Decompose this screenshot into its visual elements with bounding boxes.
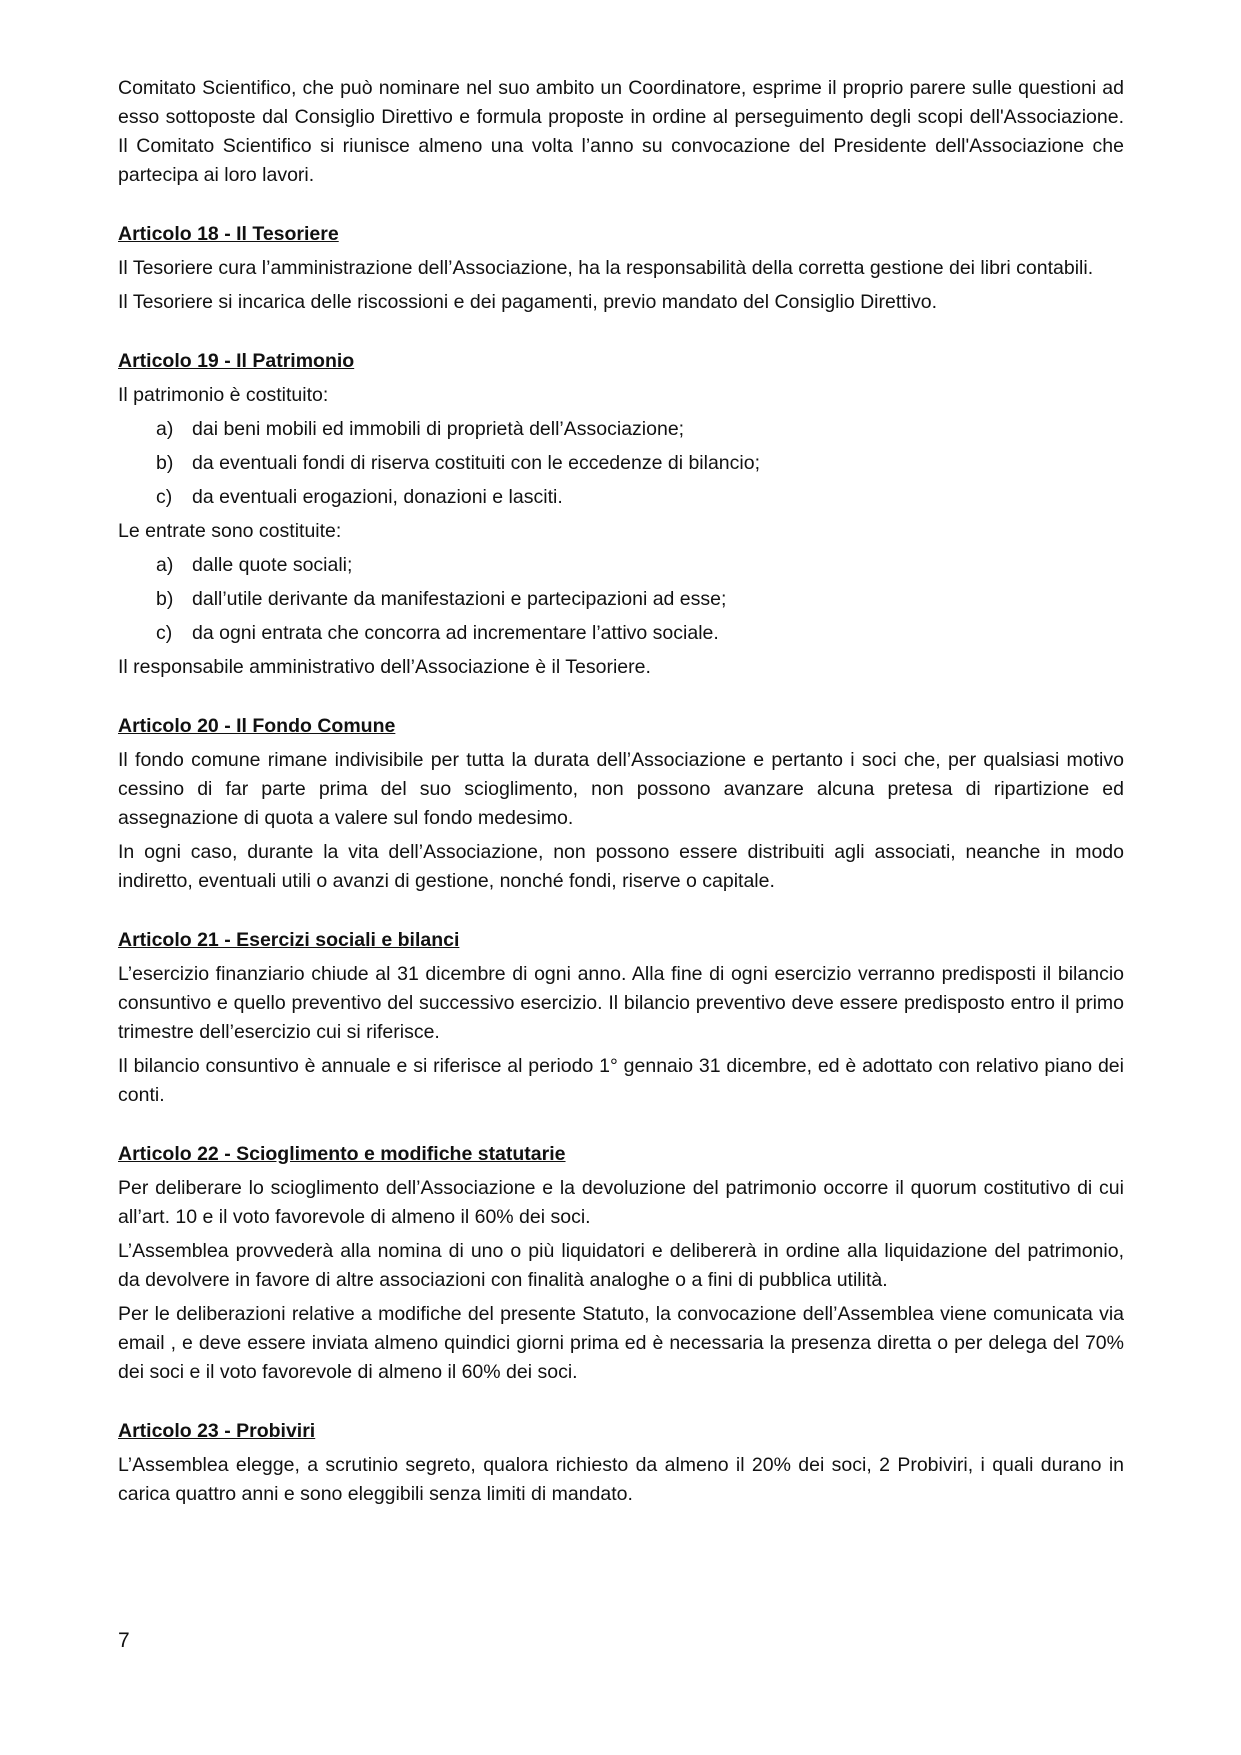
article-19-lead-1: Il patrimonio è costituito: [118, 384, 329, 406]
article-22-title: Articolo 22 - Scioglimento e modifiche statutarie [118, 1143, 566, 1165]
article-19-title: Articolo 19 - Il Patrimonio [118, 350, 355, 372]
article-22-paragraph-3: Per le deliberazioni relative a modifiche del presente Statuto, la convocazione dell’Assemblea viene comunicata via email , e deve essere inviata almeno quindici giorni prima ed è necessaria la presenza diretta o per delega del 70% dei soci e il voto favorevole di almeno il 60% dei soci. [118, 1303, 1124, 1383]
article-18-title: Articolo 18 - Il Tesoriere [118, 223, 339, 245]
article-23-title: Articolo 23 - Probiviri [118, 1420, 316, 1442]
article-20-paragraph-1: Il fondo comune rimane indivisibile per tutta la durata dell’Associazione e pertanto i soci che, per qualsiasi motivo cessino di far parte prima del suo scioglimento, non possono avanzare alcuna pretesa di ripartizione ed assegnazione di quota a valere sul fondo medesimo. [118, 749, 1124, 829]
article-20-paragraph-2: In ogni caso, durante la vita dell’Associazione, non possono essere distribuiti agli associati, neanche in modo indiretto, eventuali utili o avanzi di gestione, nonché fondi, riserve o capitale. [118, 841, 1124, 892]
article-23 [118, 1417, 1124, 1509]
article-22-paragraph-2: L’Assemblea provvederà alla nomina di uno o più liquidatori e delibererà in ordine alla liquidazione del patrimonio, da devolvere in favore di altre associazioni con finalità analoghe o a fini di pubblica utilità. [118, 1240, 1124, 1291]
page-number: 7 [118, 1629, 130, 1652]
list-item-text: da eventuali erogazioni, donazioni e lasciti. [192, 486, 563, 508]
article-20-title: Articolo 20 - Il Fondo Comune [118, 715, 396, 737]
article-19 [118, 347, 1124, 682]
article-22 [118, 1140, 1124, 1387]
list-item-text: da eventuali fondi di riserva costituiti con le eccedenze di bilancio; [192, 452, 760, 474]
article-23-paragraph-1: L’Assemblea elegge, a scrutinio segreto, qualora richiesto da almeno il 20% dei soci, 2 Probiviri, i quali durano in carica quattro anni e sono eleggibili senza limiti di mandato. [118, 1454, 1124, 1505]
article-19-list-1 [118, 415, 1124, 512]
list-item-text: dalle quote sociali; [192, 554, 353, 576]
list-marker: a) [156, 418, 174, 440]
document-body [118, 74, 1124, 1514]
list-item [118, 619, 1124, 648]
article-21-title: Articolo 21 - Esercizi sociali e bilanci [118, 929, 460, 951]
article-22-paragraph-1: Per deliberare lo scioglimento dell’Associazione e la devoluzione del patrimonio occorre il quorum costitutivo di cui all’art. 10 e il voto favorevole di almeno il 60% dei soci. [118, 1177, 1124, 1228]
list-item [118, 449, 1124, 478]
article-18 [118, 220, 1124, 317]
list-item [118, 551, 1124, 580]
article-21-paragraph-2: Il bilancio consuntivo è annuale e si riferisce al periodo 1° gennaio 31 dicembre, ed è adottato con relativo piano dei conti. [118, 1055, 1124, 1106]
list-item [118, 483, 1124, 512]
list-marker: b) [156, 452, 174, 474]
list-item-text: da ogni entrata che concorra ad incrementare l’attivo sociale. [192, 622, 719, 644]
list-item [118, 585, 1124, 614]
list-marker: c) [156, 622, 173, 644]
list-marker: a) [156, 554, 174, 576]
article-19-lead-2: Le entrate sono costituite: [118, 520, 342, 542]
list-item-text: dai beni mobili ed immobili di proprietà dell’Associazione; [192, 418, 685, 440]
article-18-paragraph-2: Il Tesoriere si incarica delle riscossioni e dei pagamenti, previo mandato del Consiglio Direttivo. [118, 291, 938, 313]
article-19-list-2 [118, 551, 1124, 648]
article-18-paragraph-1: Il Tesoriere cura l’amministrazione dell’Associazione, ha la responsabilità della corretta gestione dei libri contabili. [118, 257, 1094, 279]
list-item [118, 415, 1124, 444]
list-marker: c) [156, 486, 173, 508]
article-21-paragraph-1: L’esercizio finanziario chiude al 31 dicembre di ogni anno. Alla fine di ogni esercizio verranno predisposti il bilancio consuntivo e quello preventivo del successivo esercizio. Il bilancio preventivo deve essere predisposto entro il primo trimestre dell’esercizio cui si riferisce. [118, 963, 1124, 1043]
article-19-closing: Il responsabile amministrativo dell’Associazione è il Tesoriere. [118, 656, 651, 678]
list-marker: b) [156, 588, 174, 610]
article-21 [118, 926, 1124, 1110]
list-item-text: dall’utile derivante da manifestazioni e partecipazioni ad esse; [192, 588, 727, 610]
intro-paragraph: Comitato Scientifico, che può nominare nel suo ambito un Coordinatore, esprime il proprio parere sulle questioni ad esso sottoposte dal Consiglio Direttivo e formula proposte in ordine al perseguimento degli scopi dell'Associazione. Il Comitato Scientifico si riunisce almeno una volta l’anno su convocazione del Presidente dell'Associazione che partecipa ai loro lavori. [118, 77, 1124, 186]
article-20 [118, 712, 1124, 896]
